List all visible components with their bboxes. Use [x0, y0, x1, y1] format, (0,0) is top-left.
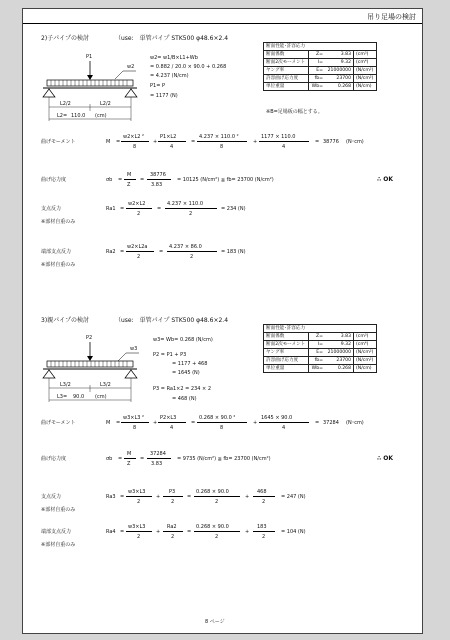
p2-calc: = 1177 + 468: [172, 361, 208, 367]
property-label: 単位重量: [264, 365, 309, 373]
property-sym: I=: [309, 59, 325, 67]
stress-den: Z: [127, 461, 131, 467]
moment-term4-den: 4: [282, 425, 286, 431]
reaction-note: ※部材自重のみ: [41, 219, 76, 225]
property-row: [264, 365, 377, 373]
property-unit: (N/cm): [354, 365, 377, 373]
w3-formula: w3= Wb= 0.268 (N/cm): [153, 337, 213, 343]
property-sym: fb=: [309, 75, 325, 83]
property-label: 許容曲げ応力度: [264, 357, 309, 365]
moment-term4-den: 4: [282, 144, 286, 150]
stress-calc-den: 3.83: [151, 182, 163, 188]
end-reaction-term2-den: 2: [171, 534, 175, 540]
reaction-symbol: Ra3: [106, 494, 116, 500]
property-val: 23700: [325, 75, 354, 83]
equals-sign: =: [315, 420, 320, 426]
stress-num: M: [127, 172, 132, 178]
property-label: 断面係数: [264, 333, 309, 341]
equals-sign: =: [187, 529, 192, 535]
end-reaction-note: ※部材自重のみ: [41, 542, 76, 548]
moment-term3-den: 8: [220, 144, 224, 150]
reaction-result: = 247 (N): [281, 494, 306, 500]
end-reaction-calc1-den: 2: [215, 534, 219, 540]
property-val: 23700: [325, 357, 354, 365]
property-val: 0.268: [325, 365, 354, 373]
equals-sign: =: [191, 420, 196, 426]
moment-term1-den: 8: [133, 144, 137, 150]
reaction-symbol: Ra1: [106, 206, 116, 212]
property-sym: Wb=: [309, 83, 325, 91]
section-heading: 2)子パイプの検討: [41, 35, 89, 42]
property-label: ヤング率: [264, 349, 309, 357]
end-reaction-calc-num: 4.237 × 86.0: [169, 244, 202, 250]
property-sym: Z=: [309, 333, 325, 341]
moment-term3-den: 8: [220, 425, 224, 431]
property-val: 3.83: [325, 333, 354, 341]
property-unit: (N/cm²): [354, 75, 377, 83]
header-title: 吊り足場の検討: [367, 13, 416, 21]
property-label: 断面係数: [264, 51, 309, 59]
end-reaction-calc2-den: 2: [262, 534, 266, 540]
end-reaction-label: 端部支点反力: [41, 249, 72, 255]
property-unit: (N/cm²): [354, 357, 377, 365]
property-label: 断面2次モーメント: [264, 59, 309, 67]
span-value: 110.0: [71, 113, 86, 119]
document-page: 吊り足場の検討 2)子パイプの検討 （use: 単管パイプ STK500 φ48.6×2.4 P1 w2 L2/2 L2/2 L2= 110.0 (cm) w2= w1/B×L1+Wb = 0.882 / 20.0 × 90.0 + 0.268 = 4.237 (N/cm) P1= P = 1177 (N) 断面性能･許容応力 断面係数 Z= 3.83 (cm³) 断面2次モーメント I= 9.32 (cm⁴) ヤング率 E= 21000000 (N/cm²) 許容曲げ応力度 fb= 23700 (N/cm²) 単位重量 Wb= 0.268 (N/cm) ※B=足場板の幅とする。 曲げモーメント M = w2×L2 ² 8 + P1×L2 4 = 4.237 × 110.0 ² 8 + 1177 × 110.0 4 = 38776 (N･cm) 曲げ応力度 σb = M Z = 38776 3.83 = 10125 (N/cm²) ≦ fb= 23700 (N/cm²) ∴ OK 支点反力 ※部材自重のみ Ra1 = w2×L2 2 = 4.237 × 110.0 2 = 234 (N) 端部支点反力 ※部材自重のみ Ra2 = w2×L2a 2 = 4.237 × 86.0 2 = 183 (N) 3)親パイプの検討 （use: 単管パイプ STK500 φ48.6×2.4 P2 w3 L3/2 L3/2 L3= 90.0 (cm) w3= Wb= 0.268 (N/cm) P2 = P1 + P3 = 1177 + 468 = 1645 (N) P3 = Ra1×2 = 234 × 2 = 468 (N) 断面性能･許容応力 断面係数 Z= 3.83 (cm³) 断面2次モーメント I= 9.32 (cm⁴) ヤング率 E= 21000000 (N/cm²) 許容曲げ応力度 fb= 23700 (N/cm²) 単位重量 Wb= 0.268 (N/cm) 曲げモーメント M = w3×L3 ² 8 + P2×L3 4 = 0.268 × 90.0 ² 8 + 1645 × 90.0 4 = 37284 (N･cm) 曲げ応力度 σb = M Z = 37284 3.83 = 9735 (N/cm²) ≦ fb= 23700 (N/cm²) ∴ OK 支点反力 ※部材自重のみ Ra3 = w3×L3 2 + P3 2 = 0.268 × 90.0 2 + 468 2 = 247 (N) 端部支点反力 ※部材自重のみ Ra4 = w3×L3 2 + Ra2 2 = 0.268 × 90.0 2 + 183 2 = 104 (N) 8 ページ: [22, 8, 423, 634]
property-unit: (cm⁴): [354, 341, 377, 349]
property-row: [264, 357, 377, 365]
reaction-result: = 234 (N): [221, 206, 246, 212]
property-row: [264, 325, 377, 333]
moment-symbol: M: [106, 420, 111, 426]
plus-sign: +: [153, 139, 158, 145]
p2-result: = 1645 (N): [172, 370, 200, 376]
section-properties-table: [263, 324, 377, 373]
end-reaction-calc2-num: 183: [257, 524, 267, 530]
page-number: 8 ページ: [205, 619, 225, 625]
end-reaction-den: 2: [137, 254, 141, 260]
stress-symbol: σb: [106, 456, 113, 462]
span-unit: (cm): [95, 113, 107, 119]
moment-unit: (N･cm): [346, 420, 364, 426]
moment-symbol: M: [106, 139, 111, 145]
half-span-label-right: L3/2: [100, 382, 111, 388]
distributed-load-label: w3: [130, 346, 138, 352]
property-sym: Wb=: [309, 365, 325, 373]
w2-calc: = 0.882 / 20.0 × 90.0 + 0.268: [150, 64, 227, 70]
property-label: 単位重量: [264, 83, 309, 91]
property-val: 21000000: [325, 349, 354, 357]
moment-term3-num: 0.268 × 90.0 ²: [199, 415, 236, 421]
stress-den: Z: [127, 182, 131, 188]
reaction-calc2-num: 468: [257, 489, 267, 495]
moment-term2-den: 4: [170, 425, 174, 431]
end-reaction-symbol: Ra4: [106, 529, 116, 535]
stress-label: 曲げ応力度: [41, 456, 67, 462]
moment-term3-num: 4.237 × 110.0 ²: [199, 134, 239, 140]
plus-sign: +: [245, 529, 250, 535]
end-reaction-result: = 104 (N): [281, 529, 306, 535]
moment-term4-num: 1645 × 90.0: [261, 415, 293, 421]
reaction-term1-den: 2: [137, 499, 141, 505]
stress-num: M: [127, 451, 132, 457]
stress-calc-den: 3.83: [151, 461, 163, 467]
section-heading: 3)親パイプの検討: [41, 317, 89, 324]
p1-formula: P1= P: [150, 83, 165, 89]
property-label: ヤング率: [264, 67, 309, 75]
property-unit: (N/cm²): [354, 349, 377, 357]
w2-formula: w2= w1/B×L1+Wb: [150, 55, 198, 61]
stress-result: = 9735 (N/cm²) ≦ fb= 23700 (N/cm²): [177, 456, 271, 462]
plus-sign: +: [153, 420, 158, 426]
property-unit: (cm⁴): [354, 59, 377, 67]
span-label: L2=: [57, 113, 68, 119]
property-unit: (N/cm²): [354, 67, 377, 75]
property-val: 21000000: [325, 67, 354, 75]
equals-sign: =: [191, 139, 196, 145]
property-val: 0.268: [325, 83, 354, 91]
reaction-calc2-den: 2: [262, 499, 266, 505]
p2-formula: P2 = P1 + P3: [153, 352, 187, 358]
moment-label: 曲げモーメント: [41, 139, 76, 145]
plus-sign: +: [156, 494, 161, 500]
plus-sign: +: [156, 529, 161, 535]
property-val: 9.32: [325, 59, 354, 67]
equals-sign: =: [157, 206, 162, 212]
moment-unit: (N･cm): [346, 139, 364, 145]
reaction-calc-den: 2: [189, 211, 193, 217]
property-sym: fb=: [309, 357, 325, 365]
equals-sign: =: [159, 249, 164, 255]
plus-sign: +: [245, 494, 250, 500]
load-label: P2: [86, 335, 93, 341]
property-unit: (cm³): [354, 51, 377, 59]
section-use: （use: 単管パイプ STK500 φ48.6×2.4: [115, 317, 229, 324]
distributed-load-label: w2: [127, 64, 135, 70]
span-label: L3=: [57, 394, 68, 400]
reaction-label: 支点反力: [41, 206, 62, 212]
end-reaction-calc-den: 2: [190, 254, 194, 260]
end-reaction-result: = 183 (N): [221, 249, 246, 255]
end-reaction-term1-den: 2: [137, 534, 141, 540]
property-table-heading: 断面性能･許容応力: [264, 43, 377, 51]
end-reaction-label: 端部支点反力: [41, 529, 72, 535]
span-value: 90.0: [73, 394, 85, 400]
equals-sign: =: [187, 494, 192, 500]
property-sym: E=: [309, 349, 325, 357]
end-reaction-num: w2×L2a: [127, 244, 148, 250]
plus-sign: +: [253, 420, 258, 426]
end-reaction-calc1-num: 0.268 × 90.0: [196, 524, 229, 530]
moment-term2-den: 4: [170, 144, 174, 150]
reaction-term2-den: 2: [171, 499, 175, 505]
property-unit: (cm³): [354, 333, 377, 341]
reaction-calc-num: 4.237 × 110.0: [167, 201, 203, 207]
property-row: [264, 333, 377, 341]
moment-term1-den: 8: [133, 425, 137, 431]
reaction-term1-num: w3×L3: [128, 489, 146, 495]
moment-term2-num: P2×L3: [160, 415, 177, 421]
reaction-term2-num: P3: [169, 489, 176, 495]
end-reaction-note: ※部材自重のみ: [41, 262, 76, 268]
reaction-calc1-num: 0.268 × 90.0: [196, 489, 229, 495]
stress-symbol: σb: [106, 177, 113, 183]
moment-result: 38776: [323, 139, 339, 145]
end-reaction-term2-num: Ra2: [167, 524, 177, 530]
property-label: 許容曲げ応力度: [264, 75, 309, 83]
load-label: P1: [86, 54, 93, 60]
moment-term1-num: w3×L3 ²: [123, 415, 145, 421]
property-sym: E=: [309, 67, 325, 75]
property-row: [264, 349, 377, 357]
stress-label: 曲げ応力度: [41, 177, 67, 183]
moment-term1-num: w2×L2 ²: [123, 134, 145, 140]
ok-mark: ∴ OK: [377, 455, 394, 462]
reaction-calc1-den: 2: [215, 499, 219, 505]
property-val: 9.32: [325, 341, 354, 349]
p3-result: = 468 (N): [172, 396, 197, 402]
w2-result: = 4.237 (N/cm): [150, 73, 189, 79]
p3-formula: P3 = Ra1×2 = 234 × 2: [153, 386, 212, 392]
reaction-den: 2: [137, 211, 141, 217]
ok-mark: ∴ OK: [377, 176, 394, 183]
property-label: 断面2次モーメント: [264, 341, 309, 349]
half-span-label-right: L2/2: [100, 101, 111, 107]
moment-term4-num: 1177 × 110.0: [261, 134, 296, 140]
stress-calc-num: 37284: [150, 451, 166, 457]
reaction-note: ※部材自重のみ: [41, 507, 76, 513]
property-unit: (N/cm): [354, 83, 377, 91]
half-span-label-left: L2/2: [60, 101, 71, 107]
span-unit: (cm): [95, 394, 107, 400]
half-span-label-left: L3/2: [60, 382, 71, 388]
property-sym: I=: [309, 341, 325, 349]
p1-result: = 1177 (N): [150, 93, 178, 99]
equals-sign: =: [315, 139, 320, 145]
note: ※B=足場板の幅とする。: [266, 109, 323, 115]
moment-label: 曲げモーメント: [41, 420, 76, 426]
property-table-heading: 断面性能･許容応力: [264, 325, 377, 333]
moment-result: 37284: [323, 420, 339, 426]
stress-calc-num: 38776: [150, 172, 166, 178]
property-val: 3.83: [325, 51, 354, 59]
property-sym: Z=: [309, 51, 325, 59]
equals-sign: =: [140, 177, 145, 183]
reaction-num: w2×L2: [128, 201, 146, 207]
reaction-label: 支点反力: [41, 494, 62, 500]
moment-term2-num: P1×L2: [160, 134, 177, 140]
plus-sign: +: [253, 139, 258, 145]
end-reaction-symbol: Ra2: [106, 249, 116, 255]
end-reaction-term1-num: w3×L3: [128, 524, 146, 530]
property-row: [264, 341, 377, 349]
equals-sign: =: [140, 456, 145, 462]
section-use: （use: 単管パイプ STK500 φ48.6×2.4: [115, 35, 229, 42]
stress-result: = 10125 (N/cm²) ≦ fb= 23700 (N/cm²): [177, 177, 274, 183]
